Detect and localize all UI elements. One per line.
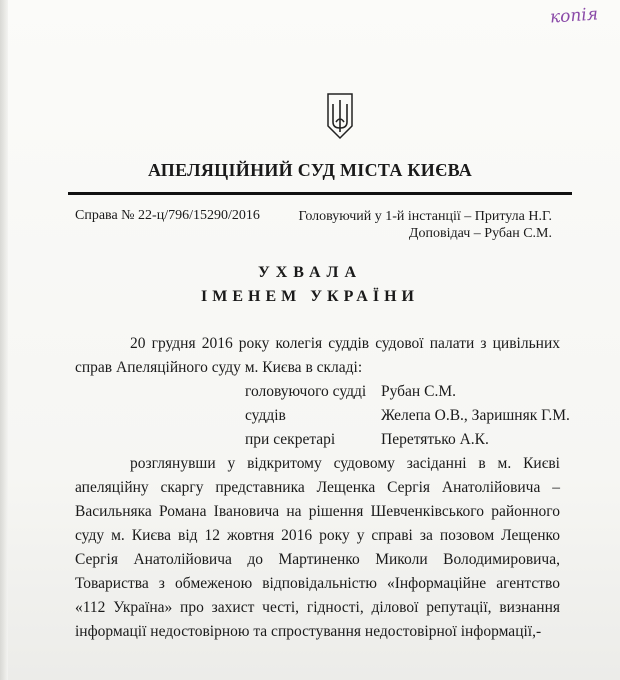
main-paragraph: розглянувши у відкритому судовому засіданні в м. Києві апеляційну скаргу представника Лещенка Сергія Анатолійовича – Васильняка Романа Івановича на рішення Шевченківського районного суду м. Києва від 12 жовтня 2016 року у справі за позовом Лещенко Сергія Анатолійовича до Мартиненко Миколи Володимировича, Товариства з обмеженою відповідальністю «Інформаційне агентство «112 Україна» про захист честі, гідності, ділової репутації, визнання інформації недостовірною та спростування недостовірної інформації,- <box>75 455 560 640</box>
case-number: Справа № 22-ц/796/15290/2016 <box>75 208 260 223</box>
composition-row <box>245 428 570 452</box>
court-composition <box>245 380 570 452</box>
in-name-of-ukraine: ІМЕНЕМ УКРАЇНИ <box>201 288 419 305</box>
judges-info <box>298 208 552 242</box>
trident-emblem-icon <box>325 92 355 140</box>
handwritten-copy-mark: копія <box>549 4 599 28</box>
document-type: УХВАЛА <box>258 264 362 281</box>
role: головуючого судді <box>245 383 367 400</box>
composition-row <box>245 380 570 404</box>
name: Перетятько А.К. <box>381 431 489 448</box>
paper-edge <box>0 0 8 680</box>
name: Желепа О.В., Заришняк Г.М. <box>381 407 570 424</box>
composition-row <box>245 404 570 428</box>
header-divider <box>68 192 572 195</box>
court-title: АПЕЛЯЦІЙНИЙ СУД МІСТА КИЄВА <box>147 160 473 180</box>
presiding-first-instance: Головуючий у 1-й інстанції – Притула Н.Г. <box>298 209 552 224</box>
name: Рубан С.М. <box>381 383 456 400</box>
role: при секретарі <box>245 431 336 448</box>
role: суддів <box>245 407 286 424</box>
intro-paragraph: 20 грудня 2016 року колегія суддів судової палати з цивільних справ Апеляційного суду м. Києва в складі: <box>75 335 560 376</box>
rapporteur: Доповідач – Рубан С.М. <box>408 226 552 241</box>
